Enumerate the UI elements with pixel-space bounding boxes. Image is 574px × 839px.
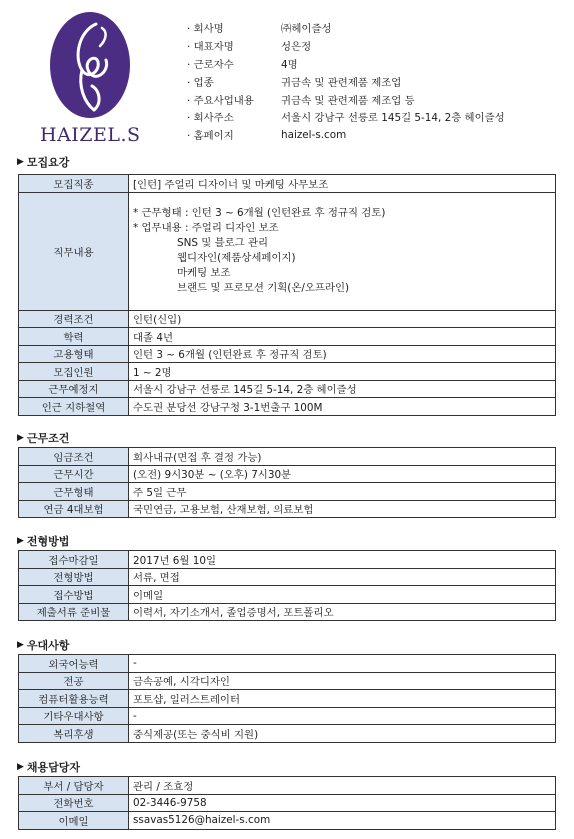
table-row [19,175,556,193]
duty-line: 브랜드 및 프로모션 기획(온/오프라인) [177,282,350,294]
table-value: 국민연금, 고용보험, 산재보험, 의료보험 [129,500,556,518]
section-title-preference [17,637,69,653]
table-value: 회사내규(면접 후 결정 가능) [129,448,556,466]
table-row [19,551,556,569]
table-key: 외국어능력 [19,655,129,673]
table-value: 관리 / 조효정 [129,777,556,795]
table-key: 경력조건 [19,310,129,328]
table-value: (오전) 9시30분 ~ (오후) 7시30분 [129,465,556,483]
table-row [19,794,556,812]
table-row [19,345,556,363]
info-value: 4명 [281,58,298,71]
info-value: ㈜헤이즐성 [281,23,332,36]
table-row [19,363,556,381]
homepage-link[interactable]: haizel-s.com [281,128,347,141]
table-value: 금속공예, 시각디자인 [129,672,556,690]
info-key: · 근로자수 [187,58,234,71]
table-row [19,380,556,398]
table-key: 모집직종 [19,175,129,193]
section-title-text: 채용담당자 [26,761,81,774]
table-row [19,192,556,310]
table-key: 이메일 [19,812,129,830]
table-value: 서류, 면접 [129,568,556,586]
table-key: 전화번호 [19,794,129,812]
table-key: 직무내용 [19,192,129,310]
info-key: · 회사주소 [187,112,234,125]
table-value: 인턴(신입) [129,310,556,328]
table-value: - [129,655,556,673]
table-key: 접수방법 [19,586,129,604]
info-row-homepage [187,126,505,144]
table-key: 부서 / 담당자 [19,777,129,795]
table-value: 서울시 강남구 선릉로 145길 5-14, 2층 헤이즐성 [129,380,556,398]
table-row [19,603,556,621]
table-value: [인턴] 주얼리 디자이너 및 마케팅 사무보조 [129,175,556,193]
section-title-process [17,533,69,549]
preference-table [18,654,556,743]
triangle-right-icon: ▶ [17,536,24,546]
info-key: · 회사명 [187,23,224,36]
table-value: 대졸 4년 [129,328,556,346]
table-value: 1 ~ 2명 [129,363,556,381]
section-title-contact [17,759,80,775]
table-row [19,328,556,346]
triangle-right-icon: ▶ [17,640,24,650]
contact-table [18,776,556,830]
section-title-text: 근무조건 [26,432,70,445]
table-row [19,707,556,725]
table-row [19,568,556,586]
table-key: 모집인원 [19,363,129,381]
email-link[interactable]: ssavas5126@haizel-s.com [129,812,556,830]
recruit-table [18,174,556,416]
table-key: 컴퓨터활용능력 [19,690,129,708]
info-key: · 주요사업내용 [187,94,254,107]
logo-emblem-icon [48,10,132,120]
duty-line: * 업무내용 : 주얼리 디자인 보조 [133,222,279,234]
table-key: 근무시간 [19,465,129,483]
table-key: 복리후생 [19,725,129,743]
table-value: 이메일 [129,586,556,604]
company-info [187,19,505,144]
section-title-text: 우대사항 [26,639,70,652]
table-row [19,500,556,518]
duty-line: * 근무형태 : 인턴 3 ~ 6개월 (인턴완료 후 정규직 검토) [133,207,386,219]
table-value: 중식제공(또는 중식비 지원) [129,725,556,743]
table-key: 근무예정지 [19,380,129,398]
table-row [19,655,556,673]
info-key: · 업종 [187,76,214,89]
info-row-business [187,90,505,108]
duty-line: 마케팅 보조 [177,267,231,279]
info-row-industry [187,72,505,90]
info-row-name [187,19,505,37]
table-key: 근무형태 [19,483,129,501]
duty-line: 웹디자인(제품상세페이지) [177,252,296,264]
table-row [19,465,556,483]
table-row [19,672,556,690]
table-key: 임금조건 [19,448,129,466]
section-title-text: 전형방법 [26,535,70,548]
duty-line: SNS 및 블로그 관리 [177,237,269,249]
table-value: 수도권 분당선 강남구청 3-1번출구 100M [129,398,556,416]
table-key: 제출서류 준비물 [19,603,129,621]
table-key: 기타우대사항 [19,707,129,725]
table-key: 전공 [19,672,129,690]
info-key: · 홈페이지 [187,130,234,143]
table-row [19,310,556,328]
table-value: 포토샵, 일러스트레이터 [129,690,556,708]
conditions-table [18,447,556,518]
info-value: 귀금속 및 관련제품 제조업 등 [281,94,415,107]
phone-value: 02-3446-9758 [129,794,556,812]
info-value: 성은정 [281,41,312,54]
logo-text: HAIZEL.S [40,124,141,146]
table-row [19,690,556,708]
table-row [19,448,556,466]
info-row-employees [187,55,505,73]
duty-content [129,192,556,310]
table-value: 2017년 6월 10일 [129,551,556,569]
triangle-right-icon: ▶ [17,762,24,772]
triangle-right-icon: ▶ [17,433,24,443]
info-key: · 대표자명 [187,41,234,54]
table-value: 이력서, 자기소개서, 졸업증명서, 포트폴리오 [129,603,556,621]
table-value: - [129,707,556,725]
section-title-conditions [17,430,69,446]
table-key: 전형방법 [19,568,129,586]
section-title-text: 모집요강 [26,156,70,169]
process-table [18,550,556,621]
table-key: 고용형태 [19,345,129,363]
table-key: 인근 지하철역 [19,398,129,416]
company-logo [40,10,140,145]
info-row-ceo [187,37,505,55]
info-row-address [187,108,505,126]
table-key: 접수마감일 [19,551,129,569]
triangle-right-icon: ▶ [17,157,24,167]
info-value: 서울시 강남구 선릉로 145길 5-14, 2층 헤이즐성 [281,112,505,125]
table-value: 주 5일 근무 [129,483,556,501]
table-value: 인턴 3 ~ 6개월 (인턴완료 후 정규직 검토) [129,345,556,363]
table-row [19,725,556,743]
table-row [19,812,556,830]
info-value: 귀금속 및 관련제품 제조업 [281,76,402,89]
company-header [0,0,574,150]
table-row [19,777,556,795]
table-row [19,586,556,604]
table-row [19,398,556,416]
section-title-recruit [17,154,69,170]
table-key: 학력 [19,328,129,346]
table-row [19,483,556,501]
table-key: 연금 4대보험 [19,500,129,518]
